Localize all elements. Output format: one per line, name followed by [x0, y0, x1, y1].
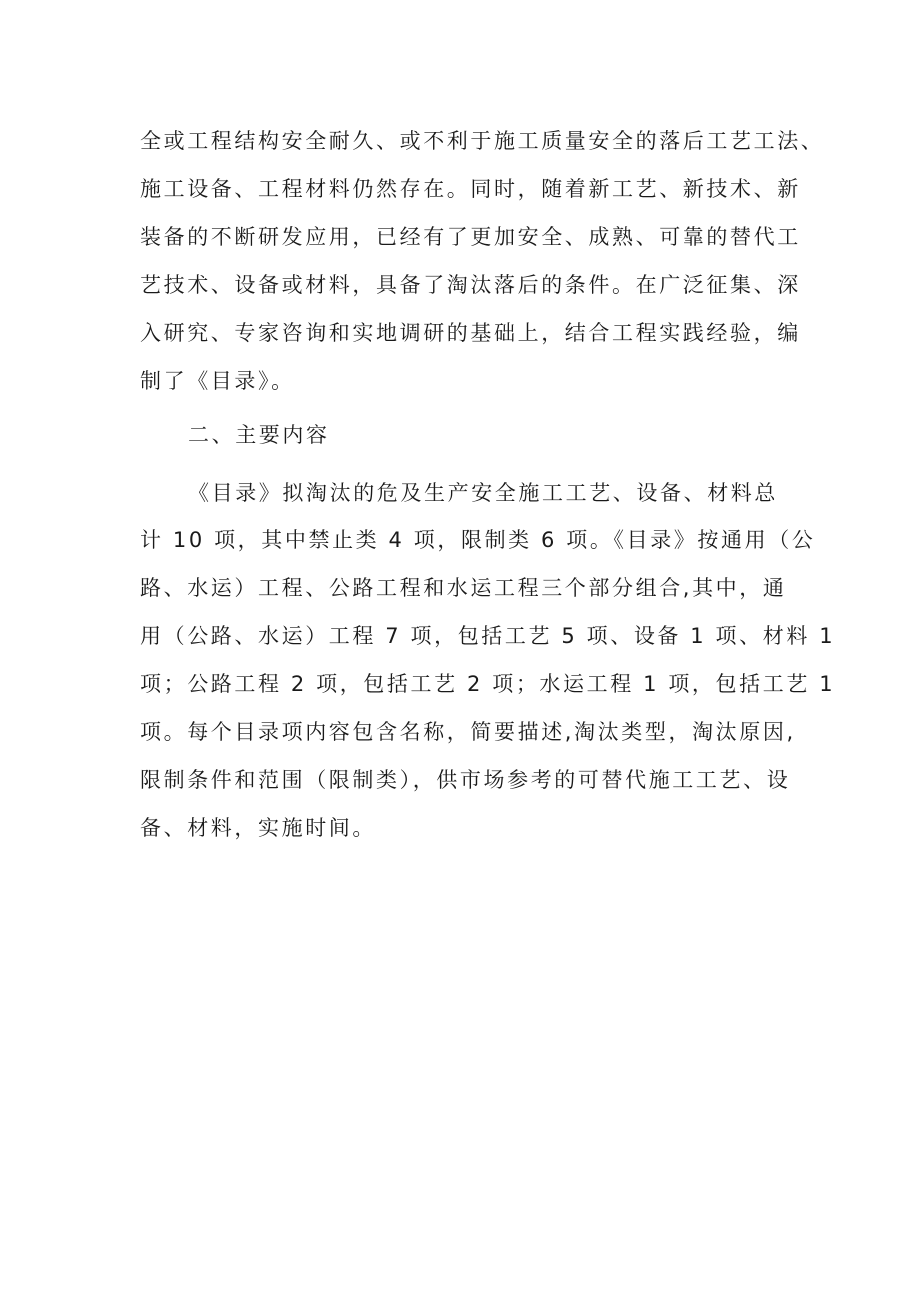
paragraph-line: 项。每个目录项内容包含名称，简要描述,淘汰类型，淘汰原因, [140, 720, 796, 744]
paragraph-line: 艺技术、设备或材料，具备了淘汰落后的条件。在广泛征集、深 [140, 273, 801, 297]
paragraph-line: 备、材料，实施时间。 [140, 816, 376, 840]
paragraph-line: 入研究、专家咨询和实地调研的基础上，结合工程实践经验，编 [140, 321, 801, 345]
paragraph-line: 《目录》拟淘汰的危及生产安全施工工艺、设备、材料总 [188, 481, 778, 505]
paragraph-line: 计 10 项，其中禁止类 4 项，限制类 6 项。《目录》按通用（公 [140, 528, 816, 552]
paragraph-line: 施工设备、工程材料仍然存在。同时，随着新工艺、新技术、新 [140, 177, 801, 201]
paragraph-line: 制了《目录》。 [140, 369, 295, 393]
paragraph-line: 项；公路工程 2 项，包括工艺 2 项；水运工程 1 项，包括工艺 1 [140, 672, 836, 696]
paragraph-line: 装备的不断研发应用，已经有了更加安全、成熟、可靠的替代工 [140, 225, 801, 249]
paragraph-line: 全或工程结构安全耐久、或不利于施工质量安全的落后工艺工法、 [140, 129, 825, 153]
paragraph-line: 用（公路、水运）工程 7 项，包括工艺 5 项、设备 1 项、材料 1 [140, 624, 836, 648]
paragraph-line: 路、水运）工程、公路工程和水运工程三个部分组合,其中，通 [140, 576, 787, 600]
section-heading: 二、主要内容 [188, 423, 330, 447]
paragraph-line: 限制条件和范围（限制类），供市场参考的可替代施工工艺、设 [140, 768, 791, 792]
